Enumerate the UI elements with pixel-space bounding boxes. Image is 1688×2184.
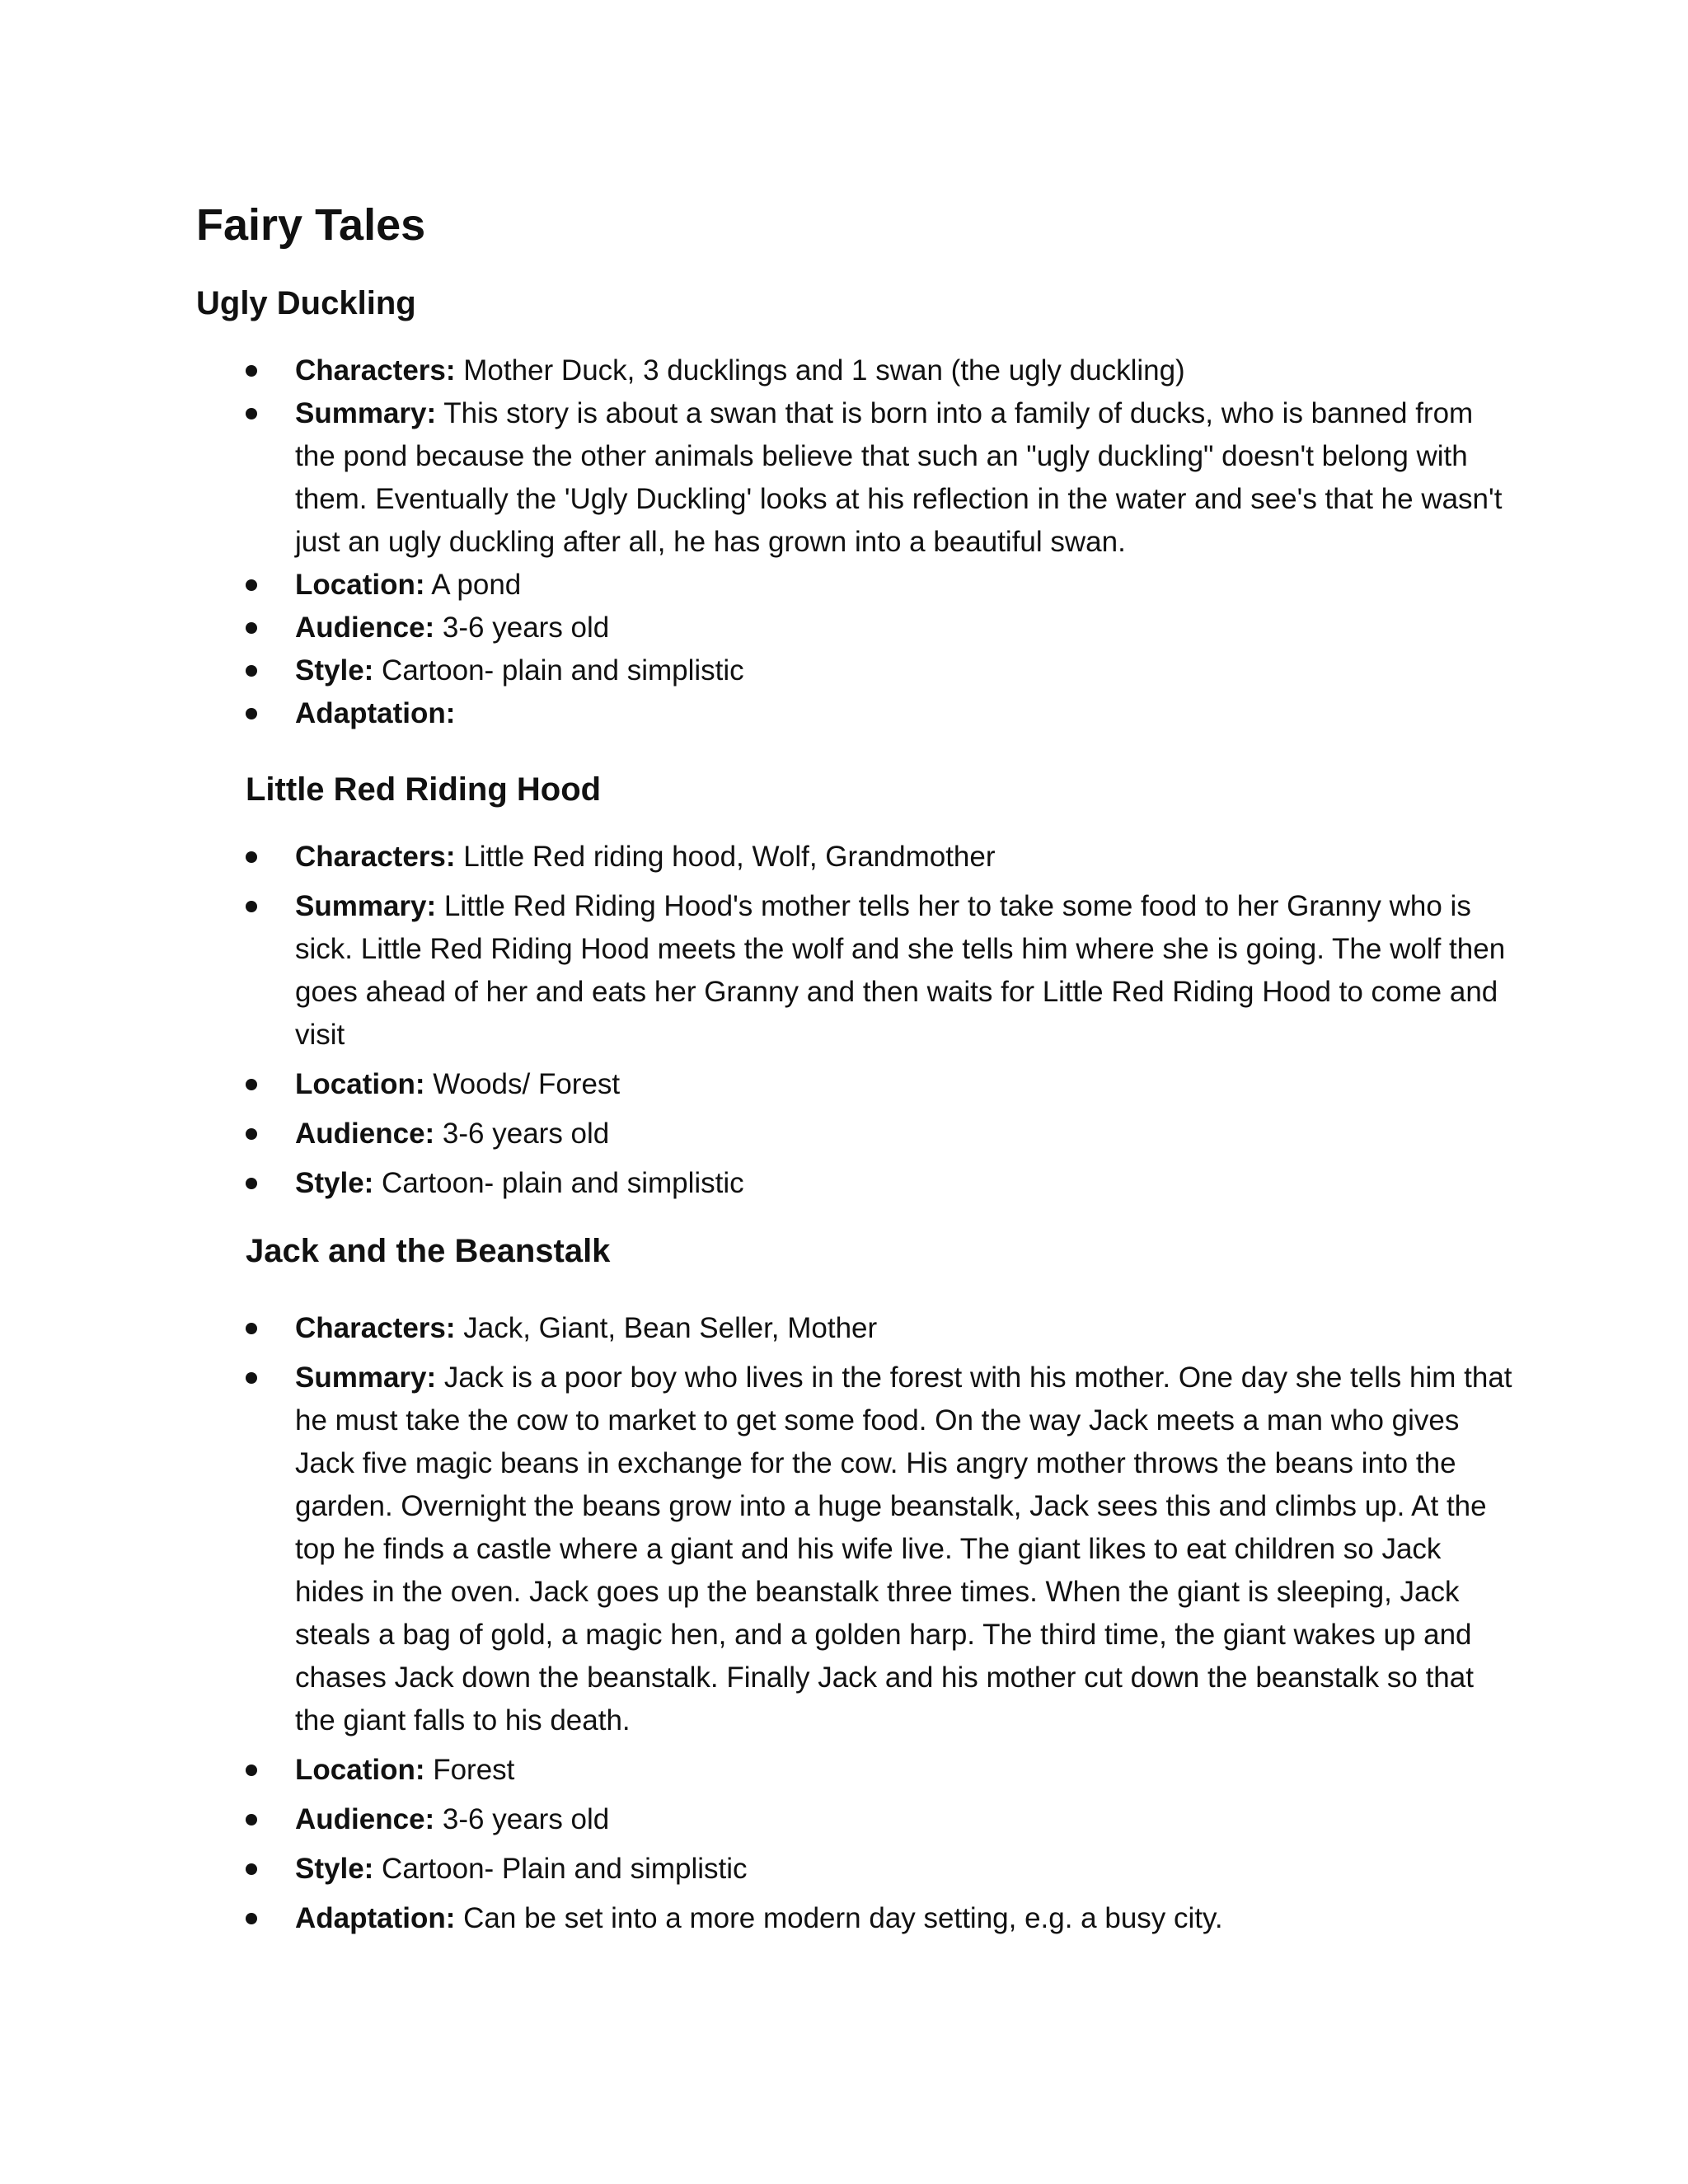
item-value: 3-6 years old — [434, 1118, 610, 1150]
bullet-icon — [246, 579, 257, 591]
item-value: Little Red Riding Hood's mother tells her to take some food to her Granny who is sick. Little Red Riding Hood meets the wolf and she tells him where she is going. The wolf then goes ahead of her and eats her Granny and then waits for Little Red Riding Hood to come and visit — [295, 890, 1506, 1051]
bullet-icon — [246, 708, 257, 719]
item-label: Adaptation: — [295, 697, 456, 729]
item-label: Audience: — [295, 1118, 435, 1150]
bullet-icon — [246, 1814, 257, 1825]
section-heading: Little Red Riding Hood — [246, 771, 602, 808]
list-item-adaptation — [246, 692, 1515, 735]
item-label: Audience: — [295, 1803, 435, 1835]
list-item-location — [246, 1063, 1515, 1106]
list-item-location — [246, 1749, 1515, 1792]
detail-list — [246, 836, 1531, 1205]
list-item-audience — [246, 1798, 1515, 1841]
section-jack-and-the-beanstalk — [246, 1228, 1531, 1947]
bullet-icon — [246, 901, 257, 912]
bullet-icon — [246, 1323, 257, 1334]
detail-list — [246, 349, 1503, 735]
bullet-icon — [246, 408, 257, 419]
list-item-characters — [246, 1307, 1515, 1350]
section-little-red-riding-hood — [246, 766, 1531, 1212]
bullet-icon — [246, 365, 257, 377]
item-value: Can be set into a more modern day setting, e.g. a busy city. — [455, 1902, 1223, 1934]
list-item-style — [246, 649, 1515, 692]
item-value: Jack, Giant, Bean Seller, Mother — [455, 1312, 878, 1344]
item-label: Style: — [295, 1853, 374, 1885]
item-value: Little Red riding hood, Wolf, Grandmother — [455, 841, 996, 873]
item-label: Location: — [295, 1754, 425, 1786]
item-value: Cartoon- Plain and simplistic — [373, 1853, 748, 1885]
list-item-summary — [246, 1357, 1515, 1742]
item-value: Jack is a poor boy who lives in the forest with his mother. One day she tells him that he must take the cow to market to get some food. On the way Jack meets a man who gives Jack five magic beans in exchange for the cow. His angry mother throws the beans into the garden. Overnight the beans grow into a huge beanstalk, Jack sees this and climbs up. At the top he finds a castle where a giant and his wife live. The giant likes to eat children so Jack hides in the oven. Jack goes up the beanstalk three times. When the giant is sleeping, Jack steals a bag of gold, a magic hen, and a golden harp. The third time, the giant wakes up and chases Jack down the beanstalk. Finally Jack and his mother cut down the beanstalk so that the giant falls to his death. — [295, 1361, 1512, 1736]
item-value: Cartoon- plain and simplistic — [373, 654, 744, 687]
detail-list — [246, 1307, 1531, 1940]
item-label: Characters: — [295, 841, 456, 873]
item-value: 3-6 years old — [434, 612, 610, 644]
item-label: Summary: — [295, 1361, 437, 1394]
bullet-icon — [246, 1913, 257, 1924]
list-item-characters — [246, 349, 1515, 392]
item-label: Style: — [295, 1167, 374, 1199]
item-label: Adaptation: — [295, 1902, 456, 1934]
list-item-style — [246, 1162, 1515, 1205]
list-item-characters — [246, 836, 1515, 879]
document-title: Fairy Tales — [196, 200, 426, 250]
bullet-icon — [246, 1863, 257, 1875]
item-value: This story is about a swan that is born into a family of ducks, who is banned from the pond because the other animals believe that such an "ugly duckling" doesn't belong with them. Eventually the 'Ugly Duckling' looks at his reflection in the water and see's that he wasn't just an ugly duckling after all, he has grown into a beautiful swan. — [295, 397, 1503, 558]
item-label: Characters: — [295, 354, 456, 387]
section-heading: Jack and the Beanstalk — [246, 1233, 611, 1269]
item-value: Cartoon- plain and simplistic — [373, 1167, 744, 1199]
item-value: Mother Duck, 3 ducklings and 1 swan (the ugly duckling) — [455, 354, 1185, 387]
item-label: Audience: — [295, 612, 435, 644]
bullet-icon — [246, 622, 257, 634]
list-item-summary — [246, 392, 1515, 564]
item-value: A pond — [424, 569, 522, 601]
item-label: Location: — [295, 569, 425, 601]
item-label: Summary: — [295, 397, 437, 429]
list-item-audience — [246, 1113, 1515, 1155]
list-item-adaptation — [246, 1897, 1515, 1940]
item-label: Characters: — [295, 1312, 456, 1344]
list-item-style — [246, 1848, 1515, 1891]
section-heading: Ugly Duckling — [196, 285, 416, 321]
list-item-audience — [246, 607, 1515, 649]
list-item-summary — [246, 885, 1515, 1057]
item-label: Location: — [295, 1068, 425, 1100]
bullet-icon — [246, 851, 257, 863]
item-value: Woods/ Forest — [424, 1068, 621, 1100]
bullet-icon — [246, 1372, 257, 1384]
item-label: Style: — [295, 654, 374, 687]
bullet-icon — [246, 665, 257, 677]
bullet-icon — [246, 1765, 257, 1776]
item-label: Summary: — [295, 890, 437, 922]
section-ugly-duckling — [196, 280, 1503, 735]
bullet-icon — [246, 1128, 257, 1140]
item-value: 3-6 years old — [434, 1803, 610, 1835]
bullet-icon — [246, 1178, 257, 1189]
bullet-icon — [246, 1079, 257, 1090]
list-item-location — [246, 564, 1515, 607]
item-value: Forest — [424, 1754, 515, 1786]
